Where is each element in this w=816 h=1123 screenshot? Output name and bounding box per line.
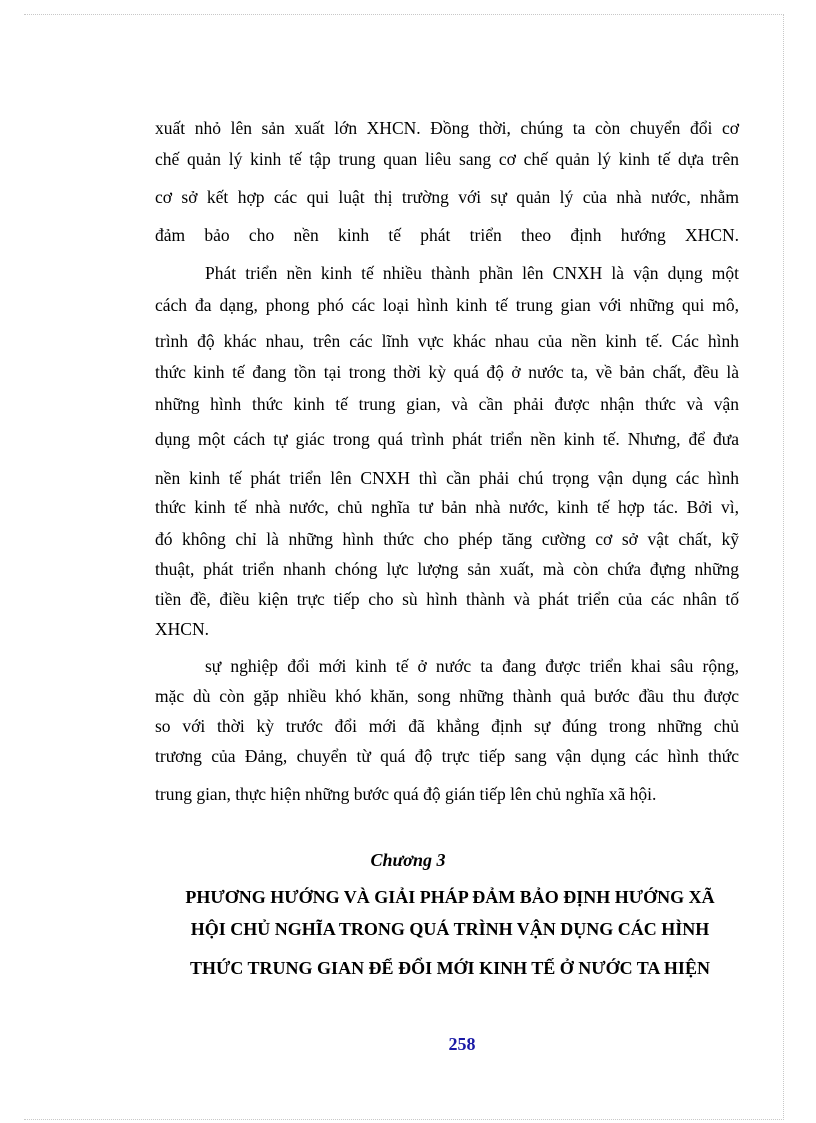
text-line: nền kinh tế phát triển lên CNXH thì cần phải chú trọng vận dụng các hình <box>155 468 739 488</box>
text-line: thuật, phát triển nhanh chóng lực lượng sản xuất, mà còn chứa đựng những <box>155 559 739 579</box>
text-line: cách đa dạng, phong phó các loại hình kinh tế trung gian với những qui mô, <box>155 295 739 315</box>
page-number: 258 <box>448 1034 476 1054</box>
text-line: tiền đề, điều kiện trực tiếp cho sù hình thành và phát triển của các nhân tố <box>155 589 739 609</box>
text-line: trình độ khác nhau, trên các lĩnh vực khác nhau của nền kinh tế. Các hình <box>155 331 739 351</box>
text-line: dụng một cách tự giác trong quá trình phát triển nền kinh tế. Nhưng, để đưa <box>155 429 739 449</box>
text-line: Phát triển nền kinh tế nhiều thành phần lên CNXH là vận dụng một <box>205 263 739 283</box>
chapter-heading-line: PHƯƠNG HƯỚNG VÀ GIẢI PHÁP ĐẢM BẢO ĐỊNH HƯỚNG XÃ <box>185 887 715 907</box>
text-line: đó không chỉ là những hình thức cho phép tăng cường cơ sở vật chất, kỹ <box>155 529 739 549</box>
text-line: sự nghiệp đổi mới kinh tế ở nước ta đang được triển khai sâu rộng, <box>205 656 739 676</box>
text-line: trương của Đảng, chuyển từ quá độ trực tiếp sang vận dụng các hình thức <box>155 746 739 766</box>
text-line: so với thời kỳ trước đổi mới đã khẳng định sự đúng trong những chủ <box>155 716 739 736</box>
text-line: XHCN. <box>155 619 209 639</box>
text-line: xuất nhỏ lên sản xuất lớn XHCN. Đồng thời, chúng ta còn chuyển đổi cơ <box>155 118 739 138</box>
chapter-title: Chương 3 <box>370 850 446 870</box>
text-line: cơ sở kết hợp các qui luật thị trường với sự quản lý của nhà nước, nhằm <box>155 187 739 207</box>
text-line: thức kinh tế đang tồn tại trong thời kỳ quá độ ở nước ta, về bản chất, đều là <box>155 362 739 382</box>
chapter-heading-line: HỘI CHỦ NGHĨA TRONG QUÁ TRÌNH VẬN DỤNG CÁC HÌNH <box>190 919 710 939</box>
text-line: trung gian, thực hiện những bước quá độ gián tiếp lên chủ nghĩa xã hội. <box>155 784 657 804</box>
text-line: chế quản lý kinh tế tập trung quan liêu sang cơ chế quản lý kinh tế dựa trên <box>155 149 739 169</box>
text-line: những hình thức kinh tế trung gian, và cần phải được nhận thức và vận <box>155 394 739 414</box>
text-line: mặc dù còn gặp nhiều khó khăn, song những thành quả bước đầu thu được <box>155 686 739 706</box>
text-line: đảm bảo cho nền kinh tế phát triển theo định hướng XHCN. <box>155 225 739 245</box>
text-line: thức kinh tế nhà nước, chủ nghĩa tư bản nhà nước, kinh tế hợp tác. Bởi vì, <box>155 497 739 517</box>
chapter-heading-line: THỨC TRUNG GIAN ĐỂ ĐỔI MỚI KINH TẾ Ở NƯỚC TA HIỆN <box>190 958 710 978</box>
